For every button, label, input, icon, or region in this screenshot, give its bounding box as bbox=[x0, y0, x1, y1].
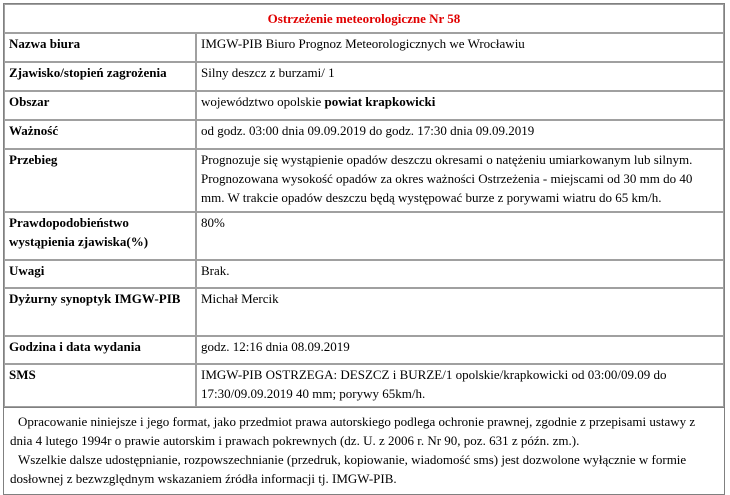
label-validity: Ważność bbox=[4, 120, 196, 149]
value-office: IMGW-PIB Biuro Prognoz Meteorologicznych we Wrocławiu bbox=[196, 33, 724, 62]
value-forecaster: Michał Mercik bbox=[196, 288, 724, 336]
value-remarks: Brak. bbox=[196, 260, 724, 288]
warning-title: Ostrzeżenie meteorologiczne Nr 58 bbox=[4, 4, 724, 33]
row-area bbox=[4, 91, 724, 120]
area-district: powiat krapkowicki bbox=[324, 94, 436, 109]
row-remarks bbox=[4, 260, 724, 288]
label-forecaster: Dyżurny synoptyk IMGW-PIB bbox=[4, 288, 196, 336]
label-issued: Godzina i data wydania bbox=[4, 336, 196, 364]
row-sms bbox=[4, 364, 724, 407]
label-remarks: Uwagi bbox=[4, 260, 196, 288]
area-region: województwo opolskie bbox=[201, 94, 325, 109]
distribution-paragraph: Wszelkie dalsze udostępnianie, rozpowszechnianie (przedruk, kopiowanie, wiadomość sms) jest dozwolone wyłącznie w formie dosłownej z bezwzględnym wskazaniem źródła informacji tj. IMGW-PIB. bbox=[10, 452, 687, 486]
label-office: Nazwa biura bbox=[4, 33, 196, 62]
title-row bbox=[4, 4, 724, 33]
value-validity: od godz. 03:00 dnia 09.09.2019 do godz. 17:30 dnia 09.09.2019 bbox=[196, 120, 724, 149]
value-phenomenon: Silny deszcz z burzami/ 1 bbox=[196, 62, 724, 91]
warning-table bbox=[3, 3, 725, 408]
label-sms: SMS bbox=[4, 364, 196, 407]
value-course: Prognozuje się wystąpienie opadów deszczu okresami o natężeniu umiarkowanym lub silnym. Prognozowana wysokość opadów za okres ważności Ostrzeżenia - miejscami od 30 mm do 40 mm. W trakcie opadów deszczu będą występować burze z porywami wiatru do 65 km/h. bbox=[196, 149, 724, 212]
warning-document bbox=[3, 3, 725, 495]
label-course: Przebieg bbox=[4, 149, 196, 212]
row-forecaster bbox=[4, 288, 724, 336]
label-phenomenon: Zjawisko/stopień zagrożenia bbox=[4, 62, 196, 91]
label-probability: Prawdopodobieństwo wystąpienia zjawiska(%) bbox=[4, 212, 196, 260]
value-sms: IMGW-PIB OSTRZEGA: DESZCZ i BURZE/1 opolskie/krapkowicki od 03:00/09.09 do 17:30/09.09.2019 40 mm; porywy 65km/h. bbox=[196, 364, 724, 407]
value-issued: godz. 12:16 dnia 08.09.2019 bbox=[196, 336, 724, 364]
copyright-paragraph: Opracowanie niniejsze i jego format, jako przedmiot prawa autorskiego podlega ochronie prawnej, zgodnie z przepisami ustawy z dnia 4 lutego 1994r o prawie autorskim i prawach pokrewnych (dz. U. z 2006 r. Nr 90, poz. 631 z późn. zm.). bbox=[10, 414, 696, 448]
value-probability: 80% bbox=[196, 212, 724, 260]
label-area: Obszar bbox=[4, 91, 196, 120]
copyright-notice bbox=[3, 408, 725, 495]
row-issued bbox=[4, 336, 724, 364]
row-probability bbox=[4, 212, 724, 260]
value-area bbox=[196, 91, 724, 120]
row-office bbox=[4, 33, 724, 62]
row-course bbox=[4, 149, 724, 212]
row-validity bbox=[4, 120, 724, 149]
row-phenomenon bbox=[4, 62, 724, 91]
